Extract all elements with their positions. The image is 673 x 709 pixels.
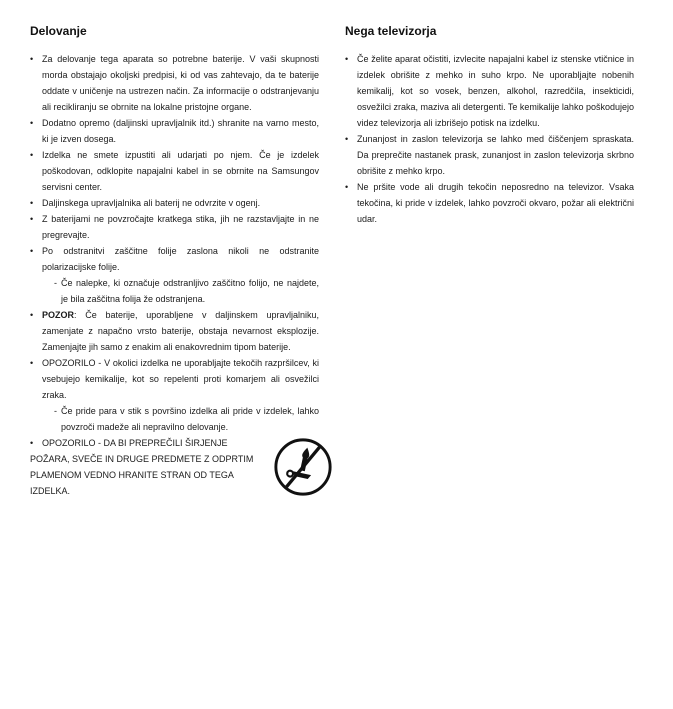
item-text	[357, 131, 634, 179]
bullet-marker: •	[30, 198, 34, 208]
list-item	[30, 211, 319, 243]
list-item	[30, 355, 319, 435]
bullet-marker: •	[345, 54, 349, 64]
list-item	[345, 51, 634, 131]
bullet-marker: •	[30, 150, 34, 160]
list-item	[30, 307, 319, 355]
bold-prefix: POZOR	[42, 310, 75, 320]
item-text-content: Dodatno opremo (daljinski upravljalnik itd.) shranite na varno mesto, ki je izven dosega.	[42, 118, 319, 144]
item-text	[357, 179, 634, 227]
list-item	[30, 195, 319, 211]
sub-item-text: Če pride para v stik s površino izdelka ali pride v izdelek, lahko povzroči madeže ali nepravilno delovanje.	[61, 406, 319, 432]
item-body	[42, 243, 319, 307]
item-text	[42, 243, 319, 275]
item-body	[42, 51, 319, 115]
list-item	[30, 243, 319, 307]
section-heading: Nega televizorja	[345, 24, 437, 38]
item-text	[42, 147, 319, 195]
item-text	[42, 355, 319, 403]
section-nega-televizorja	[345, 24, 634, 499]
bullet-marker: •	[345, 134, 349, 144]
list-item	[345, 131, 634, 179]
item-body	[42, 195, 319, 211]
bullet-marker: •	[30, 310, 34, 320]
item-text	[42, 195, 319, 211]
item-text	[42, 51, 319, 115]
item-text: OPOZORILO - DA BI PREPREČILI ŠIRJENJE POŽARA, SVEČE IN DRUGE PREDMETE Z ODPRTIM PLAMENOM VEDNO HRANITE STRAN OD TEGA IZDELKA.	[30, 438, 254, 496]
item-text-content: : Če baterije, uporabljene v daljinskem upravljalniku, zamenjate z napačno vrsto baterije, obstaja nevarnost eksplozije. Zamenjajte jih samo z enakim ali enakovrednim tipom baterije.	[42, 310, 319, 352]
list-item	[345, 179, 634, 227]
bullet-marker: •	[30, 246, 34, 256]
item-body	[42, 355, 319, 435]
warning-text	[30, 435, 268, 499]
sub-list-item	[54, 275, 319, 307]
bullet-marker: •	[30, 118, 34, 128]
item-text	[42, 115, 319, 147]
bullet-marker: •	[30, 358, 34, 368]
list-item	[30, 147, 319, 195]
item-text-content: Če želite aparat očistiti, izvlecite napajalni kabel iz stenske vtičnice in izdelek obrišite z mehko in suho krpo. Ne uporabljajte nobenih kemikalij, kot so vosek, benzen, alkohol, razredčila, insekticidi, osvežilci zraka, maziva ali detergenti. Te kemikalije lahko poškodujejo videz televizorja ali izbrišejo potisk na izdelku.	[357, 54, 634, 128]
item-text-content: Izdelka ne smete izpustiti ali udarjati po njem. Če je izdelek poškodovan, odklopite napajalni kabel in se obrnite na Samsungov servisni center.	[42, 150, 319, 192]
item-text-content: Po odstranitvi zaščitne folije zaslona nikoli ne odstranite polarizacijske folije.	[42, 246, 319, 272]
item-text-content: Za delovanje tega aparata so potrebne baterije. V vaši skupnosti morda obstajajo okoljski predpisi, ki od vas zahtevajo, da te baterije oddate v uničenje na ustrezen način. Za informacije o odstranjevanju ali recikliranju se obrnite na lokalne pristojne organe.	[42, 54, 319, 112]
candle-glyph	[287, 445, 317, 481]
item-body	[357, 179, 634, 227]
section-delovanje	[30, 24, 319, 499]
item-body	[357, 131, 634, 179]
bullet-marker: •	[345, 182, 349, 192]
list-item	[30, 51, 319, 115]
no-open-flame-icon	[272, 436, 334, 498]
bullet-marker: •	[30, 54, 34, 64]
bullet-list	[345, 51, 634, 227]
item-body	[42, 211, 319, 243]
sub-item-text: Če nalepke, ki označuje odstranljivo zaščitno folijo, ne najdete, je bila zaščitna folija že odstranjena.	[61, 278, 319, 304]
item-text-content: Zunanjost in zaslon televizorja se lahko med čiščenjem spraskata. Da preprečite nastanek prask, zunanjost in zaslon televizorja skrbno obrišite z mehko krpo.	[357, 134, 634, 176]
list-item	[30, 115, 319, 147]
item-body	[42, 147, 319, 195]
dash-marker: -	[54, 278, 57, 288]
section-heading: Delovanje	[30, 24, 87, 38]
item-body	[357, 51, 634, 131]
item-text-content: Z baterijami ne povzročajte kratkega stika, jih ne razstavljajte in ne pregrevajte.	[42, 214, 319, 240]
item-text	[42, 307, 319, 355]
item-body	[42, 115, 319, 147]
item-text	[357, 51, 634, 131]
sub-list-item	[54, 403, 319, 435]
item-text-content: Daljinskega upravljalnika ali baterij ne odvrzite v ogenj.	[42, 198, 261, 208]
dash-marker: -	[54, 406, 57, 416]
warning-with-icon-row	[30, 435, 319, 499]
item-text	[42, 211, 319, 243]
bullet-list	[30, 51, 319, 499]
item-text-content: OPOZORILO - V okolici izdelka ne uporabljajte tekočih razpršilcev, ki vsebujejo kemikalije, kot so repelenti proti komarjem ali osvežilci zraka.	[42, 358, 319, 400]
bullet-marker: •	[30, 214, 34, 224]
item-text-content: Ne pršite vode ali drugih tekočin neposredno na televizor. Vsaka tekočina, ki pride v izdelek, lahko povzroči okvaro, požar ali električni udar.	[357, 182, 634, 224]
item-body	[42, 307, 319, 355]
bullet-marker: •	[30, 438, 34, 448]
